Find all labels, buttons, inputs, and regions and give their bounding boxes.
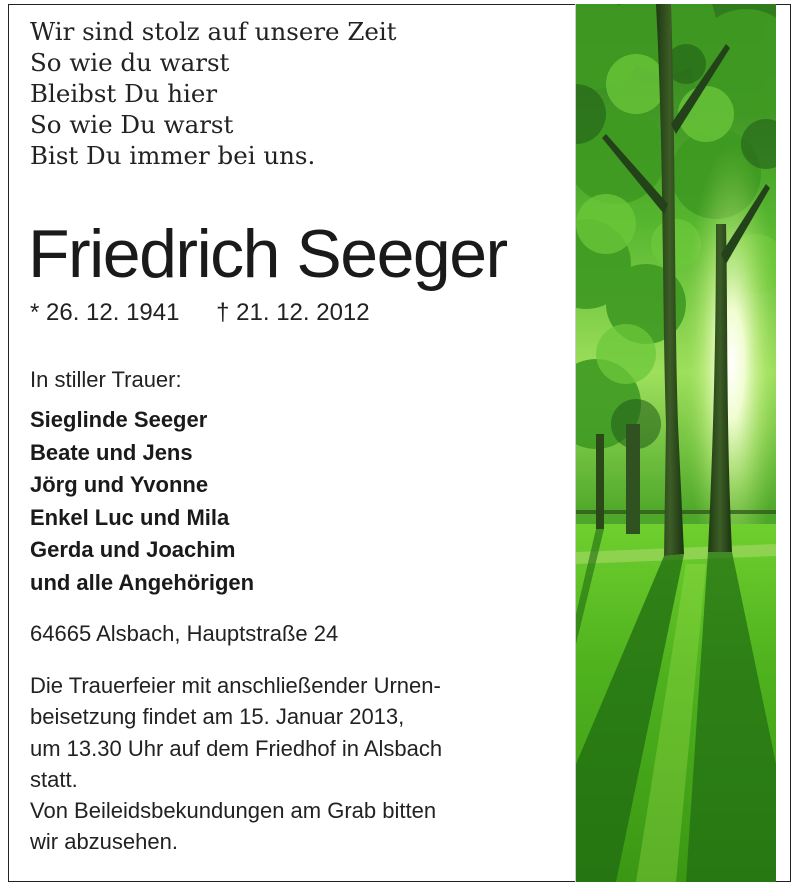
poem [30, 16, 397, 171]
mourner-name: Enkel Luc und Mila [30, 504, 230, 530]
tree-park-photo [575, 4, 776, 882]
poem-line: Bleibst Du hier [30, 79, 218, 108]
info-line: Die Trauerfeier mit anschließender Urnen- [30, 673, 441, 698]
mourner-list [30, 404, 254, 599]
info-line: beisetzung findet am 15. Januar 2013, [30, 704, 405, 730]
mourner-name: und alle Angehörigen [30, 569, 255, 595]
info-line: wir abzusehen. [30, 829, 178, 855]
info-line: Von Beileidsbekundungen am Grab bitten [30, 798, 437, 824]
poem-line: So wie Du warst [30, 110, 234, 139]
poem-line: Wir sind stolz auf unsere Zeit [30, 17, 397, 46]
mourner-name: Jörg und Yvonne [30, 472, 209, 497]
deceased-name: Friedrich Seeger [28, 216, 507, 292]
mourner-name: Gerda und Joachim [30, 537, 236, 562]
info-line: um 13.30 Uhr auf dem Friedhof in Alsbach [30, 735, 443, 761]
mourner-name: Sieglinde Seeger [30, 407, 208, 432]
poem-line: Bist Du immer bei uns. [30, 141, 316, 170]
poem-line: So wie du warst [30, 48, 230, 77]
mourner-name: Beate und Jens [30, 439, 193, 465]
birth-date: * 26. 12. 1941 [30, 299, 180, 326]
family-address: 64665 Alsbach, Hauptstraße 24 [30, 621, 339, 646]
death-date: † 21. 12. 2012 [216, 299, 370, 326]
life-dates [30, 298, 370, 328]
info-line: statt. [30, 766, 78, 792]
tree-park-image [576, 4, 776, 882]
mourning-intro: In stiller Trauer: [30, 367, 182, 392]
funeral-info [30, 670, 442, 858]
